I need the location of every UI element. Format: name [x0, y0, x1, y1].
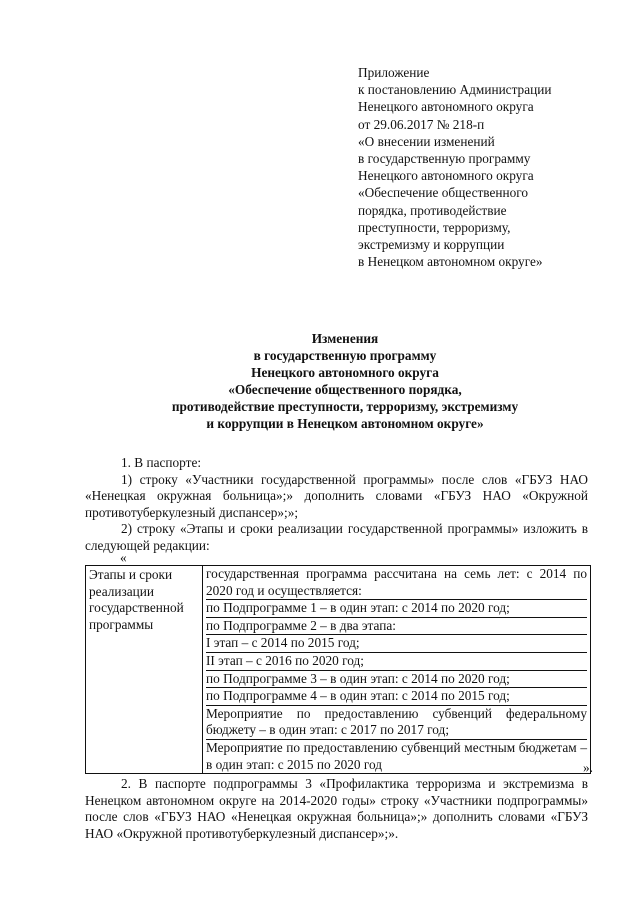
- appendix-line: в государственную программу: [358, 151, 531, 167]
- title-line: «Обеспечение общественного порядка,: [228, 382, 462, 397]
- appendix-line: экстремизму и коррупции: [358, 237, 505, 253]
- appendix-line: «Обеспечение общественного: [358, 185, 529, 201]
- appendix-line: от 29.06.2017 № 218-п: [358, 116, 485, 132]
- appendix-line: Ненецкого автономного округа: [358, 168, 534, 184]
- stages-row: по Подпрограмме 2 – в два этапа:: [206, 618, 587, 636]
- appendix-header: [358, 64, 551, 270]
- appendix-line: «О внесении изменений: [358, 133, 495, 149]
- stages-row: Мероприятие по предоставлению субвенций федеральному бюджету – в один этап: с 2017 по 2017 год;: [206, 706, 587, 740]
- section-1-item-2: 2) строку «Этапы и сроки реализации государственной программы» изложить в следующей редакции:: [85, 521, 588, 553]
- stages-row: государственная программа рассчитана на семь лет: с 2014 по 2020 год и осуществляется:: [206, 566, 587, 600]
- section-2: [85, 776, 588, 842]
- stages-row: по Подпрограмме 1 – в один этап: с 2014 по 2020 год;: [206, 600, 587, 618]
- stages-row: I этап – с 2014 по 2015 год;: [206, 635, 587, 653]
- stages-content-cell: [203, 566, 591, 774]
- stages-row: II этап – с 2016 по 2020 год;: [206, 653, 587, 671]
- appendix-line: в Ненецком автономном округе»: [358, 254, 543, 270]
- appendix-line: Приложение: [358, 65, 430, 80]
- appendix-line: к постановлению Администрации: [358, 82, 552, 98]
- title-line: Ненецкого автономного округа: [251, 365, 439, 380]
- quote-close: ».: [583, 760, 593, 775]
- title-line: противодействие преступности, терроризму, экстремизму: [171, 399, 519, 414]
- appendix-line: Ненецкого автономного округа: [358, 99, 534, 115]
- section-1: [85, 455, 588, 555]
- stages-table: [85, 565, 591, 774]
- title-line: Изменения: [311, 331, 379, 346]
- stages-row: по Подпрограмме 3 – в один этап: с 2014 по 2020 год;: [206, 671, 587, 689]
- stages-row: по Подпрограмме 4 – в один этап: с 2014 по 2015 год;: [206, 688, 587, 706]
- section-2-text: 2. В паспорте подпрограммы 3 «Профилактика терроризма и экстремизма в Ненецком автономном округе на 2014-2020 годы» строку «Участники подпрограммы» после слов «ГБУЗ НАО «Ненецкая окружная больница»;» дополнить словами «ГБУЗ НАО «Окружной противотуберкулезный диспансер»;».: [85, 776, 588, 841]
- document-title: [80, 330, 610, 432]
- appendix-line: порядка, противодействие: [358, 202, 507, 218]
- title-line: в государственную программу: [253, 348, 437, 363]
- stages-row: Мероприятие по предоставлению субвенций местным бюджетам – в один этап: с 2015 по 2020 год: [206, 739, 587, 772]
- quote-open: «: [120, 550, 127, 565]
- section-1-item-1: 1) строку «Участники государственной программы» после слов «ГБУЗ НАО «Ненецкая окружная больница»;» дополнить словами «ГБУЗ НАО «Окружной противотуберкулезный диспансер»;»;: [85, 471, 588, 520]
- title-line: и коррупции в Ненецком автономном округе»: [206, 416, 484, 431]
- stages-label-cell: Этапы и сроки реализации государственной программы: [86, 566, 203, 774]
- section-1-heading: 1. В паспорте:: [121, 455, 202, 470]
- appendix-line: преступности, терроризму,: [358, 219, 511, 235]
